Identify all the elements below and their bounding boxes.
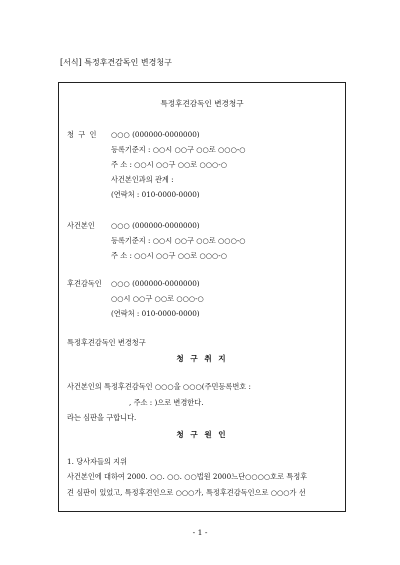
cause-item-1: 1. 당사자들의 지위 [67, 457, 128, 466]
claimant-registry: 등록기준지 : ○○시 ○○구 ○○로 ○○○-○ [111, 145, 246, 154]
purpose-line-3: 라는 심판을 구합니다. [67, 413, 137, 422]
supervisor-address: ○○시 ○○구 ○○로 ○○○-○ [111, 294, 204, 303]
cause-line-1: 사건본인에 대하여 2000. ○○. ○○. ○○법원 2000느단○○○○호로 특정후 [67, 472, 308, 481]
claimant-contact: (연락처 : 010-0000-0000) [111, 190, 200, 199]
principal-label: 사건본인 [67, 221, 95, 230]
document-frame [58, 82, 346, 512]
document-title: 특정후견감독인 변경청구 [160, 99, 244, 108]
claimant-relation: 사건본인과의 관계 : [111, 175, 174, 184]
supervisor-name: ○○○ (000000-0000000) [111, 279, 200, 288]
form-caption: [서식] 특정후견감독인 변경청구 [60, 58, 172, 67]
claimant-label: 청 구 인 [67, 130, 98, 139]
principal-address: 주 소 : ○○시 ○○구 ○○로 ○○○-○ [111, 251, 227, 260]
claimant-name: ○○○ (000000-0000000) [111, 130, 200, 139]
purpose-line-1: 사건본인의 특정후견감독인 ○○○을 ○○○(주민등록번호 : [67, 382, 251, 391]
principal-name: ○○○ (000000-0000000) [111, 221, 200, 230]
cause-line-2: 견 심판이 있었고, 특정후견인으로 ○○○가, 특정후견감독인으로 ○○○가 선 [67, 488, 306, 497]
purpose-heading: 청 구 취 지 [176, 354, 228, 363]
purpose-line-2: , 주소 : )으로 변경한다. [129, 398, 204, 407]
supervisor-label: 후견감독인 [67, 279, 102, 288]
case-name: 특정후견감독인 변경청구 [67, 338, 146, 347]
supervisor-contact: (연락처 : 010-0000-0000) [111, 309, 200, 318]
cause-heading: 청 구 원 인 [176, 430, 228, 439]
principal-registry: 등록기준지 : ○○시 ○○구 ○○로 ○○○-○ [111, 236, 246, 245]
page-number: - 1 - [192, 528, 208, 537]
claimant-address: 주 소 : ○○시 ○○구 ○○로 ○○○-○ [111, 160, 227, 169]
